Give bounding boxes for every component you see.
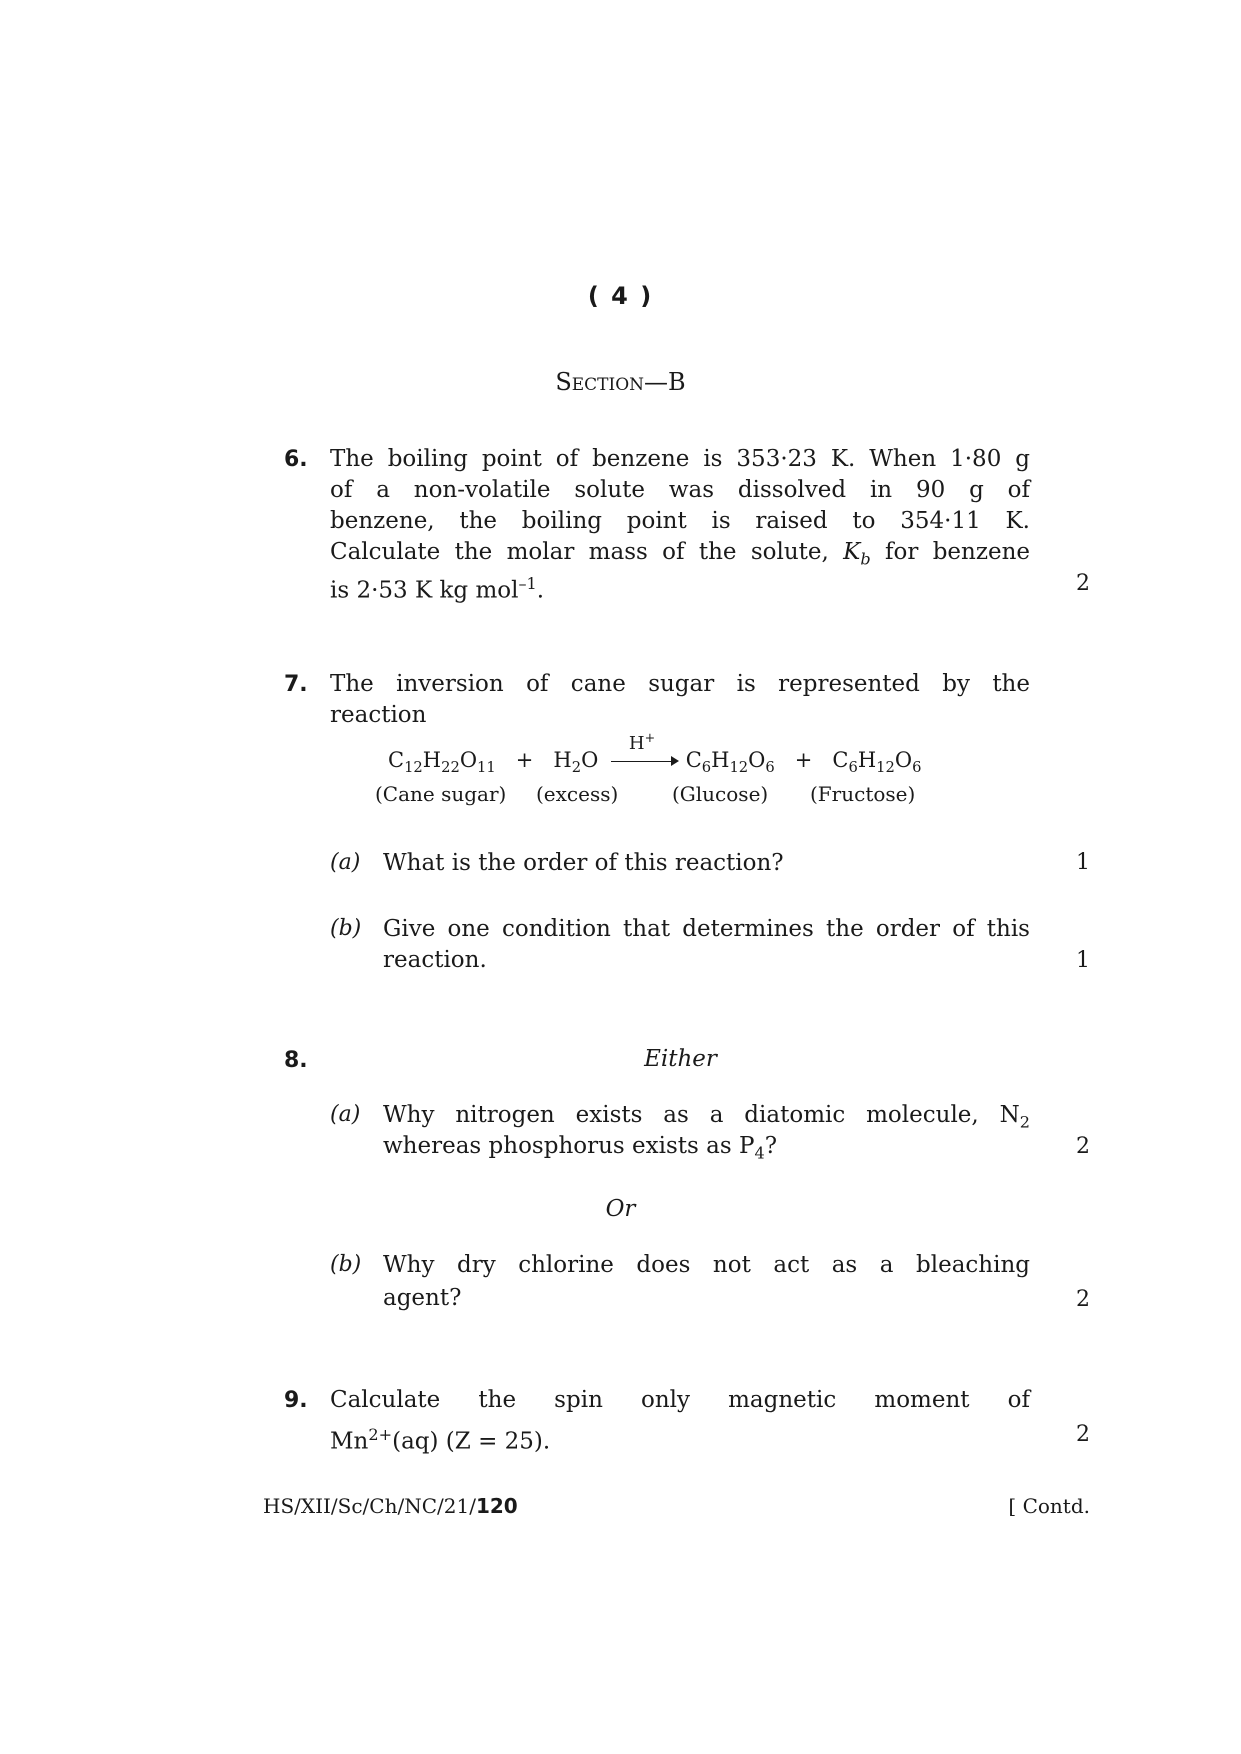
page-number: ( 4 ) [587,282,654,310]
question-text [330,1419,1030,1458]
product-glucose: $C_6H_{12}O_6$ [685,748,775,777]
plus-sign: + [794,748,813,772]
kb-symbol [843,539,871,569]
subquestion-text: reaction. [383,947,487,973]
question-text: benzene, the boiling point is raised to 354·11 K. [330,508,1030,534]
reactant-sucrose: $C_{12}H_{22}O_{11}$ [388,748,496,777]
text-segment: Mn [330,1428,369,1455]
question-number: 6. [284,447,308,472]
text-segment: whereas phosphorus exists as P [383,1133,755,1159]
subquestion-label: (a) [330,1102,361,1127]
question-number: 8. [284,1048,308,1073]
either-heading: Either [644,1046,717,1072]
or-heading: Or [605,1196,636,1222]
subquestion-label: (a) [330,850,361,875]
section-title: Section—B [555,368,686,396]
marks: 1 [1076,850,1090,875]
question-text: reaction [330,702,427,728]
question-text: The boiling point of benzene is 353·23 K. When 1·80 g [330,446,1030,472]
chemical-equation [388,730,922,777]
text-segment: Why nitrogen exists as a diatomic molecule, N [383,1102,1020,1128]
text-segment: is 2·53 K kg mol [330,577,519,604]
subquestion-label: (b) [330,916,362,941]
text-segment: for benzene [870,539,1030,565]
continued-label: [ Contd. [1008,1494,1090,1518]
paper-code-number: 120 [475,1494,518,1518]
text-segment: . [536,577,545,604]
reaction-label: (Glucose) [672,782,769,806]
subquestion-text: What is the order of this reaction? [383,850,784,876]
subquestion-label: (b) [330,1252,362,1277]
marks: 2 [1076,571,1090,596]
question-number: 9. [284,1388,308,1413]
text-segment: Calculate the molar mass of the solute, [330,539,844,565]
question-text: The inversion of cane sugar is represented by the [330,671,1030,697]
question-number: 7. [284,672,308,697]
marks: 1 [1076,948,1090,973]
subquestion-text: Why dry chlorine does not act as a bleaching [383,1252,1030,1278]
reaction-label: (Cane sugar) [375,782,507,806]
subquestion-text: Give one condition that determines the order of this [383,916,1030,942]
paper-code [263,1494,518,1518]
subquestion-text: agent? [383,1285,462,1311]
k-letter: K [843,539,861,565]
product-fructose: $C_6H_{12}O_6$ [832,748,922,777]
question-text: of a non-volatile solute was dissolved in 90 g of [330,477,1030,503]
reaction-arrow [607,730,677,772]
superscript: 2+ [368,1425,393,1444]
reactant-water: $H_2O$ [553,748,599,777]
reaction-label: (excess) [536,782,619,806]
text-segment: (aq) (Z = 25). [392,1428,551,1455]
question-text [330,568,1030,607]
paper-code-text: HS/XII/Sc/Ch/NC/21/ [263,1494,476,1518]
subscript: 4 [754,1143,765,1163]
marks: 2 [1076,1422,1090,1447]
subscript: 2 [1019,1112,1030,1132]
reaction-label: (Fructose) [810,782,916,806]
marks: 2 [1076,1134,1090,1159]
text-segment: ? [764,1133,778,1159]
b-subscript: b [860,549,871,569]
question-text: Calculate the spin only magnetic moment of [330,1387,1030,1413]
plus-sign: + [515,748,534,772]
subquestion-text [383,1131,1030,1169]
marks: 2 [1076,1287,1090,1312]
superscript: –1 [518,574,537,593]
catalyst: H+ [628,730,656,754]
